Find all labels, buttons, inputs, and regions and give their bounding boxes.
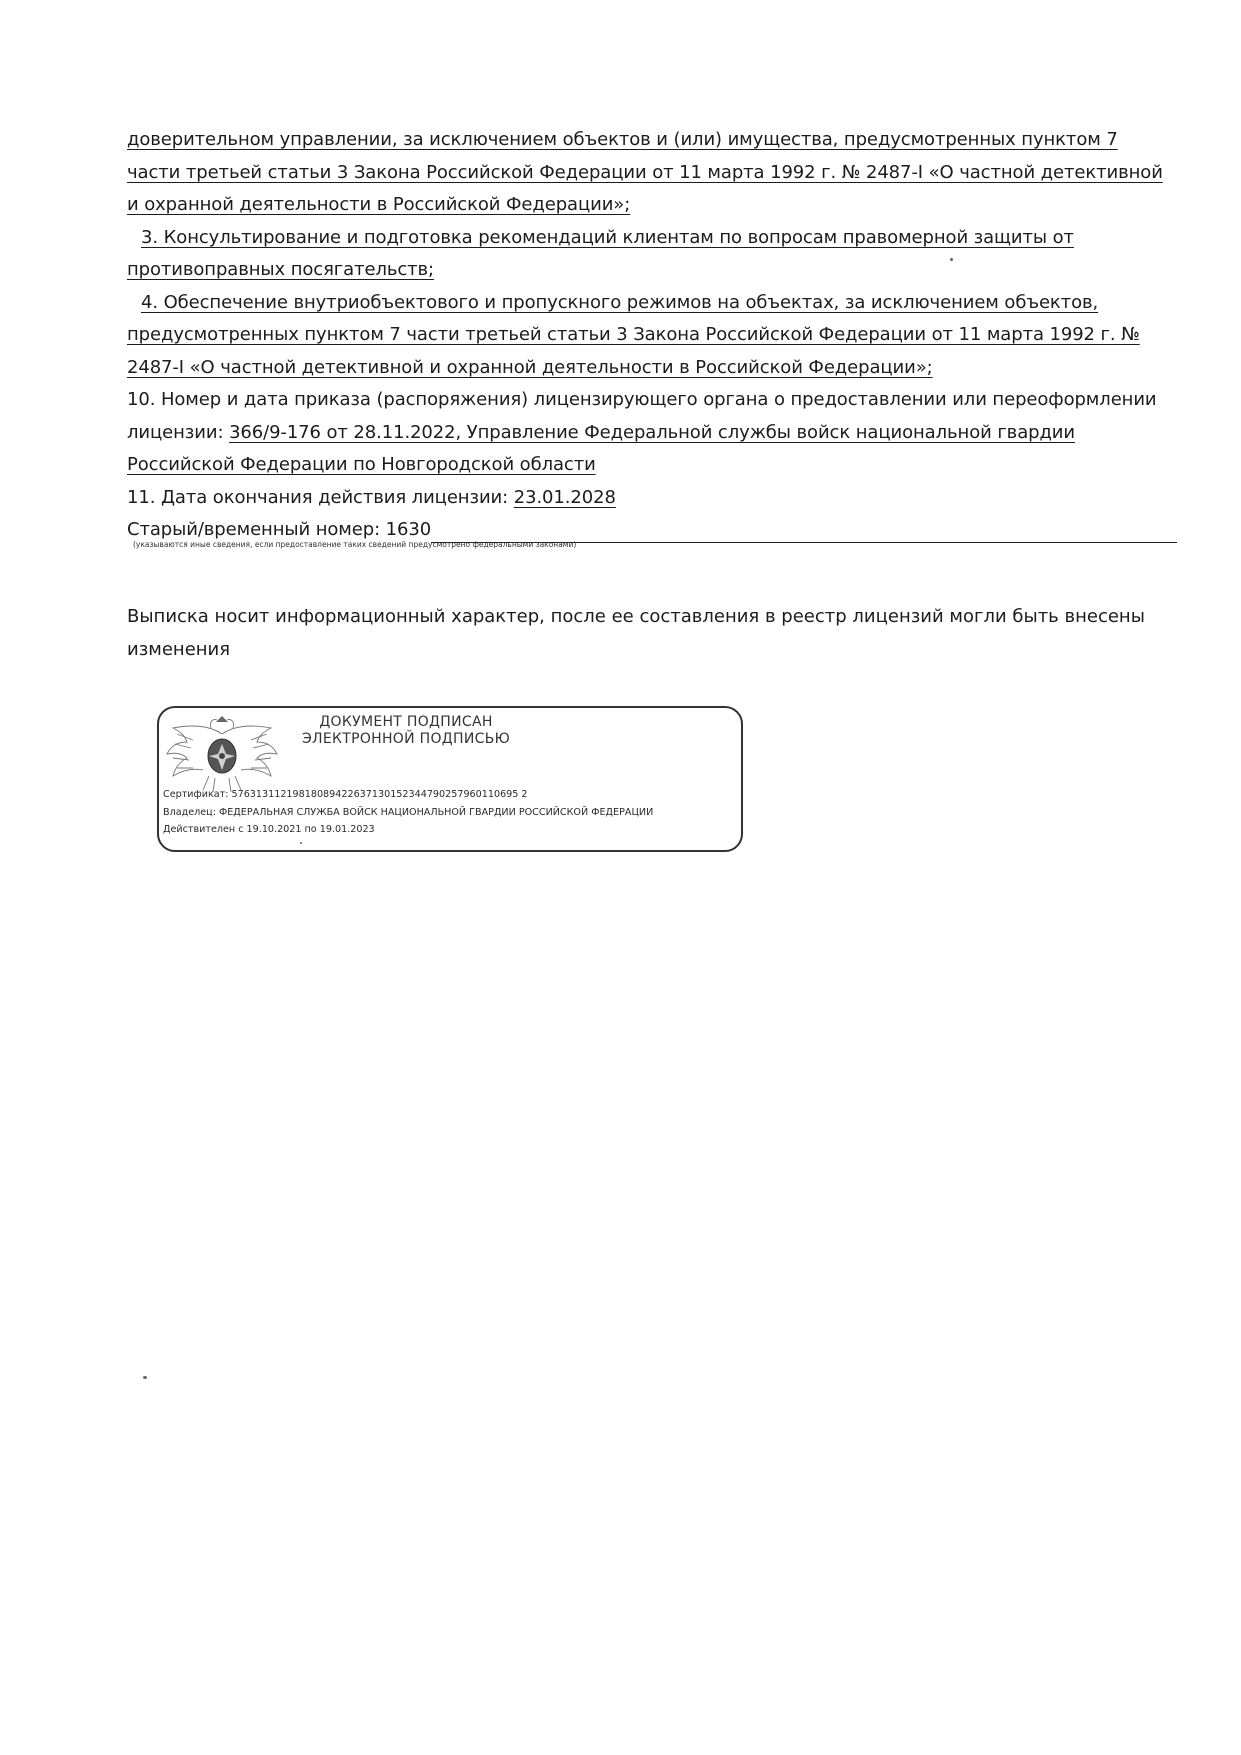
certificate-number: Сертификат: 57631311219818089422637130152344790257960110695 2 [163, 789, 528, 800]
text-line: части третьей статьи 3 Закона Российской Федерации от 11 марта 1992 г. № 2487-I «О частной детективной [127, 161, 1163, 183]
text-line: доверительном управлении, за исключением объектов и (или) имущества, предусмотренных пунктом 7 [127, 129, 1118, 150]
text-line: 3. Консультирование и подготовка рекомендаций клиентам по вопросам правомерной защиты от [141, 226, 1074, 248]
stamp-title-line: ЭЛЕКТРОННОЙ ПОДПИСЬЮ [301, 731, 511, 747]
certificate-owner: Владелец: ФЕДЕРАЛЬНАЯ СЛУЖБА ВОЙСК НАЦИОНАЛЬНОЙ ГВАРДИИ РОССИЙСКОЙ ФЕДЕРАЦИИ [163, 806, 654, 818]
certificate-validity: Действителен с 19.10.2021 по 19.01.2023 [163, 824, 375, 835]
field-footnote: (указываются иные сведения, если предоставление таких сведений предусмотрено федеральными законами) [133, 540, 577, 549]
scan-speck [300, 842, 302, 844]
scan-speck [143, 1376, 147, 1379]
disclaimer-line: изменения [127, 639, 231, 660]
text-line: 2487-I «О частной детективной и охранной деятельности в Российской Федерации»; [127, 356, 933, 378]
stamp-info [163, 786, 653, 839]
item-10-label: 10. Номер и дата приказа (распоряжения) лицензирующего органа о предоставлении или переоформлении [127, 389, 1157, 410]
text-line: и охранной деятельности в Российской Федерации»; [127, 194, 631, 215]
item-10-order-value: 366/9-176 от 28.11.2022, Управление Федеральной службы войск национальной гвардии [229, 421, 1075, 443]
item-11-label: 11. Дата окончания действия лицензии: [127, 486, 514, 508]
disclaimer-line: Выписка носит информационный характер, после ее составления в реестр лицензий могли быть внесены [127, 606, 1145, 627]
text-line: предусмотренных пунктом 7 части третьей статьи 3 Закона Российской Федерации от 11 марта 1992 г. № [127, 324, 1140, 345]
item-11-expiry-date: 23.01.2028 [513, 486, 616, 508]
stamp-title [291, 714, 521, 748]
item-10-label-cont: лицензии: [127, 421, 230, 443]
disclaimer [127, 600, 1147, 666]
old-number: Старый/временный номер: 1630 [127, 519, 432, 540]
stamp-title-line: ДОКУМЕНТ ПОДПИСАН [319, 714, 493, 730]
license-details [127, 124, 1177, 547]
text-line: противоправных посягательств; [127, 259, 435, 280]
item-10-authority-value: Российской Федерации по Новгородской области [127, 454, 596, 475]
scan-speck [950, 258, 953, 261]
electronic-signature-stamp [157, 706, 743, 852]
text-line: 4. Обеспечение внутриобъектового и пропускного режимов на объектах, за исключением объектов, [141, 291, 1099, 313]
